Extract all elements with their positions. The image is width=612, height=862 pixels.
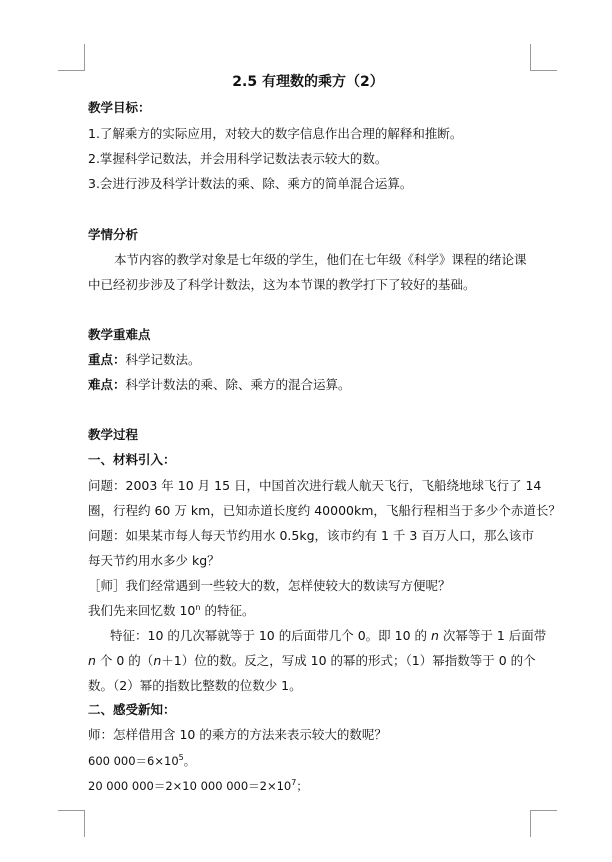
- crop-mark-top-right: [530, 44, 557, 71]
- key-point-row: [88, 351, 201, 369]
- equation-1-exponent: 5: [178, 753, 184, 763]
- crop-mark-top-left: [58, 44, 85, 71]
- recall-text: 我们先来回忆数 10: [88, 603, 196, 618]
- equation-1: [88, 752, 195, 770]
- equation-1-suffix: 。: [183, 754, 196, 768]
- feature-text-a: 特征：10 的几次幂就等于 10 的后面带几个 0。即 10 的: [110, 628, 431, 643]
- equation-1-text: 600 000＝6×10: [88, 754, 179, 768]
- feature2-var-n2: n: [153, 653, 162, 668]
- goal-item-1: 1.了解乘方的实际应用，对较大的数字信息作出合理的解释和推断。: [88, 126, 463, 141]
- feature-var-n: n: [431, 628, 439, 643]
- feature-line-3: 数。（2）幂的指数比整数的位数少 1。: [88, 678, 302, 693]
- analysis-heading: 学情分析: [88, 227, 139, 242]
- feature2-var-n: n: [88, 653, 96, 668]
- section1-heading: 一、材料引入：: [88, 452, 176, 467]
- key-point-text: 科学记数法。: [125, 352, 201, 367]
- crop-mark-bottom-right: [530, 810, 557, 837]
- feature-text-b: 次幂等于 1 后面带: [438, 628, 547, 643]
- equation-2-text: 20 000 000＝2×10 000 000＝2×10: [88, 779, 292, 793]
- goal-item-3: 3.会进行涉及科学计数法的乘、除、乘方的简单混合运算。: [88, 176, 413, 191]
- equation-2-suffix: ；: [296, 779, 308, 793]
- process-heading: 教学过程: [88, 427, 139, 442]
- question1-line-1: 问题：2003 年 10 月 15 日，中国首次进行载人航天飞行，飞船绕地球飞行了 14: [88, 478, 542, 493]
- feature2-text-b: ＋1）位的数。反之，写成 10 的幂的形式；（1）幂指数等于 0 的个: [161, 653, 536, 668]
- equation-2-exponent: 7: [291, 778, 297, 788]
- recall-exponent: n: [195, 602, 201, 612]
- teacher-prompt: ［师］我们经常遇到一些较大的数，怎样使较大的数读写方便呢？: [88, 578, 451, 593]
- question1-line-2: 圈，行程约 60 万 km，已知赤道长度约 40000km，飞船行程相当于多少个赤道长？: [88, 503, 561, 518]
- analysis-line-1: 本节内容的教学对象是七年级的学生，他们在七年级《科学》课程的绪论课: [114, 252, 527, 267]
- feature-line-2: [88, 652, 536, 670]
- equation-2: [88, 777, 308, 795]
- goal-item-2: 2.掌握科学记数法，并会用科学记数法表示较大的数。: [88, 151, 388, 166]
- analysis-line-2: 中已经初步涉及了科学计数法，这为本节课的教学打下了较好的基础。: [88, 277, 476, 292]
- crop-mark-bottom-left: [58, 810, 85, 837]
- feature2-text-a: 个 0 的（: [95, 653, 154, 668]
- question2-line-2: 每天节约用水多少 kg？: [88, 553, 220, 568]
- teacher-question: 师：怎样借用含 10 的乘方的方法来表示较大的数呢？: [88, 727, 387, 742]
- difficult-point-row: [88, 376, 351, 394]
- goals-heading: 教学目标：: [88, 100, 151, 115]
- section2-heading: 二、感受新知：: [88, 702, 176, 717]
- recall-suffix: 的特征。: [200, 603, 255, 618]
- feature-line-1: [110, 627, 546, 645]
- difficult-point-text: 科学计数法的乘、除、乘方的混合运算。: [125, 377, 351, 392]
- key-points-heading: 教学重难点: [88, 327, 151, 342]
- difficult-point-label: 难点：: [88, 377, 126, 392]
- question2-line-1: 问题：如果某市每人每天节约用水 0.5kg，该市约有 1 千 3 百万人口，那么该市: [88, 528, 534, 543]
- recall-line: [88, 602, 254, 620]
- page-title: 2.5 有理数的乘方（2）: [232, 74, 384, 90]
- key-point-label: 重点：: [88, 352, 126, 367]
